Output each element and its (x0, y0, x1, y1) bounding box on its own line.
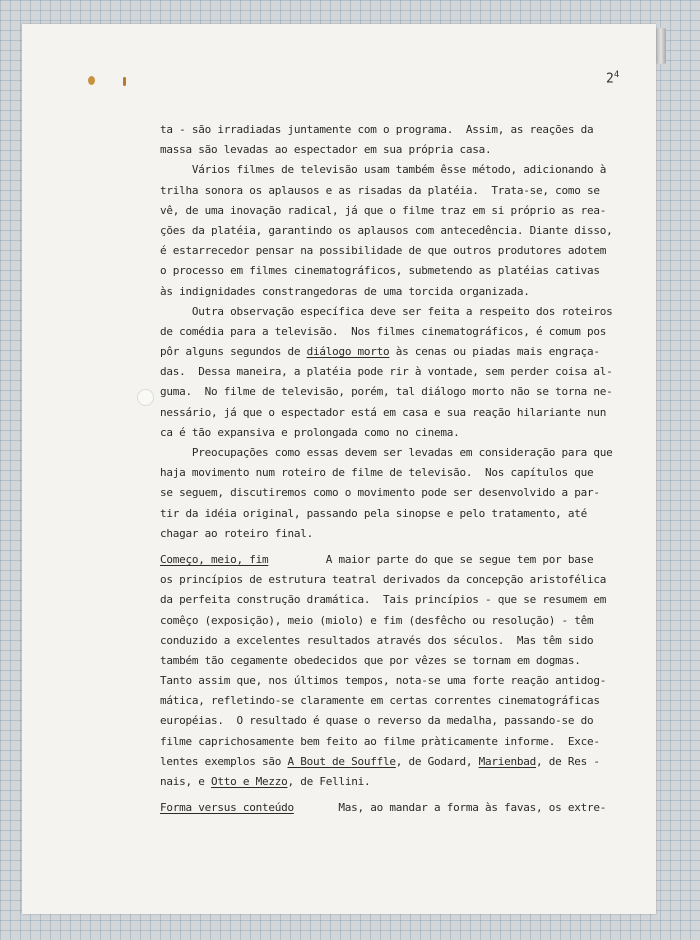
text-segment: às cenas ou piadas mais engraça- (389, 345, 600, 359)
text-segment: trilha sonora os aplausos e as risadas da platéia. Trata-se, como se (160, 183, 600, 197)
text-segment: mática, refletindo-se claramente em certas correntes cinematográficas (160, 694, 600, 708)
text-segment: também tão cegamente obedecidos que por vêzes se tornam em dogmas. (160, 653, 581, 667)
text-line (160, 362, 620, 382)
text-segment: vê, de uma inovação radical, já que o filme traz em si próprio as rea- (160, 203, 607, 217)
text-line (160, 241, 620, 261)
text-line (160, 342, 620, 362)
text-line (160, 671, 620, 691)
text-segment: Tanto assim que, nos últimos tempos, nota-se uma forte reação antidog- (160, 674, 607, 688)
page-number: $2^4$ (606, 70, 620, 87)
text-segment: Mas, ao mandar a forma às favas, os extre- (293, 801, 607, 815)
text-line (160, 181, 620, 201)
text-segment: é estarrecedor pensar na possibilidade de que outros produtores adotem (160, 244, 607, 258)
text-segment: A maior parte do que se segue tem por base (268, 552, 594, 566)
text-segment: chagar ao roteiro final. (160, 526, 313, 540)
text-line (160, 524, 620, 544)
text-line (160, 120, 620, 140)
text-segment: ca é tão expansiva e prolongada como no cinema. (160, 425, 460, 439)
ink-mark (123, 77, 126, 86)
text-segment: comêço (exposição), meio (miolo) e fim (desfêcho ou resolução) - têm (160, 613, 594, 627)
underlined-text: diálogo morto (306, 345, 390, 359)
text-segment: guma. No filme de televisão, porém, tal diálogo morto não se torna ne- (160, 385, 613, 399)
text-line (160, 798, 620, 818)
underlined-text: Marienbad (478, 754, 536, 768)
text-line (160, 651, 620, 671)
text-line (160, 140, 620, 160)
underlined-text: Começo, meio, fim (160, 552, 269, 566)
text-line (160, 504, 620, 524)
text-segment: ta - são irradiadas juntamente com o programa. Assim, as reações da (160, 123, 594, 136)
punch-hole (137, 389, 154, 406)
text-line (160, 302, 620, 322)
text-segment: , de Godard, (395, 754, 479, 768)
text-line (160, 382, 620, 402)
text-segment: às indignidades constrangedoras de uma torcida organizada. (160, 284, 530, 298)
text-line (160, 772, 620, 792)
text-segment: Outra observação específica deve ser feita a respeito dos roteiros (160, 304, 613, 318)
text-line (160, 711, 620, 731)
text-segment: filme caprichosamente bem feito ao filme pràticamente informe. Exce- (160, 734, 600, 748)
text-segment: , de Fellini. (287, 775, 371, 788)
text-segment: pôr alguns segundos de (160, 345, 307, 359)
text-segment: da perfeita construção dramática. Tais princípios - que se resumem em (160, 593, 607, 607)
text-segment: massa são levadas ao espectador em sua própria casa. (160, 143, 492, 157)
text-line (160, 423, 620, 443)
text-segment: os princípios de estrutura teatral derivados da concepção aristofélica (160, 573, 607, 587)
text-line (160, 403, 620, 423)
text-segment: conduzido a excelentes resultados através dos séculos. Mas têm sido (160, 633, 594, 647)
text-segment: , de Res - (536, 754, 600, 768)
text-line (160, 691, 620, 711)
text-line (160, 322, 620, 342)
text-line (160, 570, 620, 590)
text-segment: lentes exemplos são (160, 754, 288, 768)
text-segment: se seguem, discutiremos como o movimento pode ser desenvolvido a par- (160, 486, 600, 500)
text-segment: Preocupações como essas devem ser levadas em consideração para que (160, 446, 613, 459)
ink-stain (88, 76, 95, 85)
text-line (160, 463, 620, 483)
body-text (160, 120, 620, 818)
tape-strip (656, 28, 666, 64)
text-segment: haja movimento num roteiro de filme de televisão. Nos capítulos que (160, 466, 594, 480)
text-line (160, 201, 620, 221)
text-line (160, 752, 620, 772)
text-segment: ções da platéia, garantindo os aplausos com antecedência. Diante disso, (160, 223, 613, 237)
text-line (160, 732, 620, 752)
text-segment: de comédia para a televisão. Nos filmes cinematográficos, é comum pos (160, 324, 607, 338)
text-line (160, 443, 620, 463)
text-line (160, 550, 620, 570)
underlined-text: Otto e Mezzo (210, 775, 288, 788)
text-line (160, 221, 620, 241)
underlined-text: A Bout de Souffle (287, 754, 396, 768)
underlined-text: Forma versus conteúdo (160, 801, 294, 815)
text-segment: tir da idéia original, passando pela sinopse e pelo tratamento, até (160, 506, 587, 520)
text-segment: européias. O resultado é quase o reverso da medalha, passando-se do (160, 714, 594, 728)
text-line (160, 631, 620, 651)
text-segment: nais, e (160, 775, 211, 788)
text-line (160, 483, 620, 503)
text-segment: das. Dessa maneira, a platéia pode rir à vontade, sem perder coisa al- (160, 365, 613, 379)
text-line (160, 282, 620, 302)
text-line (160, 160, 620, 180)
text-segment: o processo em filmes cinematográficos, submetendo as platéias cativas (160, 264, 600, 278)
text-line (160, 590, 620, 610)
text-segment: Vários filmes de televisão usam também êsse método, adicionando à (160, 163, 607, 177)
text-line (160, 611, 620, 631)
text-segment: nessário, já que o espectador está em casa e sua reação hilariante nun (160, 405, 607, 419)
text-line (160, 261, 620, 281)
